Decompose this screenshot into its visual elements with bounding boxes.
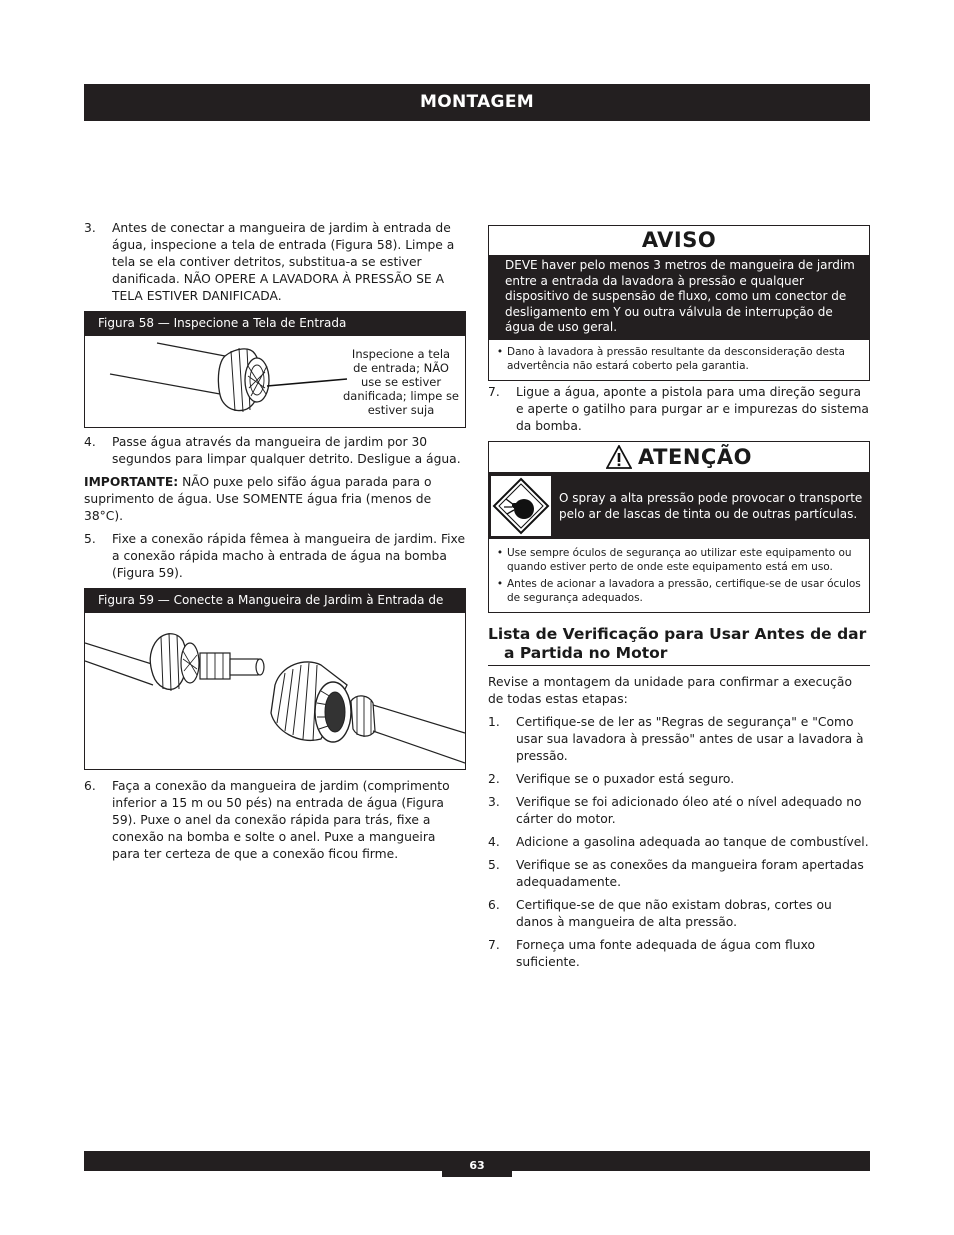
checklist-item-6 [488,897,870,931]
aviso-box [488,225,870,381]
step-7 [488,384,870,435]
atencao-title: ATENÇÃO [638,444,752,469]
bullet-icon: • [496,546,504,559]
step-number: 6. [488,897,500,912]
bullet-text: Dano à lavadora à pressão resultante da desconsideração desta advertência não estará coberto pela garantia. [507,345,845,372]
step-text: Verifique se as conexões da mangueira foram apertadas adequadamente. [516,857,864,889]
aviso-body: DEVE haver pelo menos 3 metros de mangueira de jardim entre a entrada da lavadora à pressão e qualquer dispositivo de suspensão de fluxo, como um conector de desligamento em Y ou outra válvula de interrupção de água de uso geral. [489,256,869,340]
important-text: NÃO puxe pelo sifão água parada para o suprimento de água. Use SOMENTE água fria (menos de 38°C). [84,475,432,523]
bullet-text: Use sempre óculos de segurança ao utilizar este equipamento ou quando estiver perto de onde este equipamento está em uso. [507,546,852,573]
figure-59-title: Figura 59 — Conecte a Mangueira de Jardim à Entrada de [84,588,466,613]
left-column [84,220,466,869]
important-note [84,474,466,525]
right-column [488,225,870,977]
figure-58-caption: Inspecione a tela de entrada; NÃO use se estiver danificada; limpe se estiver suja [343,347,460,417]
atencao-text: O spray a alta pressão pode provocar o transporte pelo ar de lascas de tinta ou de outras partículas. [559,490,863,521]
step-text: Adicione a gasolina adequada ao tanque de combustível. [516,834,869,849]
step-text: Fixe a conexão rápida fêmea à mangueira de jardim. Fixe a conexão rápida macho à entrada de água na bomba (Figura 59). [112,532,466,580]
checklist-item-4 [488,834,870,851]
step-number: 4. [488,834,500,849]
step-5 [84,531,466,582]
checklist-item-7 [488,937,870,971]
bullet-text: Antes de acionar a lavadora a pressão, certifique-se de usar óculos de segurança adequados. [507,577,861,604]
aviso-bullets [489,340,869,380]
step-text: Certifique-se de ler as "Regras de segurança" e "Como usar sua lavadora à pressão" antes de usar a lavadora à pressão. [516,714,864,763]
step-number: 4. [84,435,96,449]
step-number: 3. [488,794,500,809]
step-4 [84,434,466,468]
step-number: 3. [84,221,96,235]
checklist-item-1 [488,714,870,765]
checklist-title-line1: Lista de Verificação para Usar Antes de dar [488,624,867,643]
warning-triangle-icon [606,445,632,469]
important-label: IMPORTANTE: [84,475,179,489]
aviso-title: AVISO [489,226,869,256]
step-number: 1. [488,714,500,729]
step-text: Ligue a água, aponte a pistola para uma direção segura e aperte o gatilho para purgar ar e impurezas do sistema da bomba. [516,384,869,433]
checklist-title [488,625,870,666]
checklist-item-5 [488,857,870,891]
flying-debris-icon [491,476,551,536]
step-text: Verifique se o puxador está seguro. [516,771,735,786]
step-text: Verifique se foi adicionado óleo até o nível adequado no cárter do motor. [516,794,862,826]
figure-58 [84,336,466,428]
list-item [493,577,863,605]
hose-connection-illustration [85,613,465,769]
bullet-icon: • [496,577,504,590]
bullet-icon: • [496,345,504,358]
atencao-box [488,441,870,613]
atencao-bullets [489,539,869,612]
step-number: 5. [84,532,96,546]
step-number: 6. [84,779,96,793]
checklist-item-3 [488,794,870,828]
list-item [493,345,863,373]
step-text: Faça a conexão da mangueira de jardim (comprimento inferior a 15 m ou 50 pés) na entrada de água (Figura 59). Puxe o anel da conexão rápida para trás, fixe a conexão na bomba e solte o anel. Puxe a mangueira para ter certeza de que a conexão ficou firme. [112,779,450,861]
figure-59 [84,613,466,770]
step-3 [84,220,466,305]
checklist-item-2 [488,771,870,788]
atencao-body [489,473,869,539]
checklist-title-line2: a Partida no Motor [504,643,668,662]
step-text: Antes de conectar a mangueira de jardim à entrada de água, inspecione a tela de entrada (Figura 58). Limpe a tela se ela contiver detritos, substitua-a se estiver danificada. NÃO OPERE A LAVADORA À PRESSÃO SE A TELA ESTIVER DANIFICADA. [112,221,455,303]
step-text: Passe água através da mangueira de jardim por 30 segundos para limpar qualquer detrito. Desligue a água. [112,435,461,466]
step-number: 5. [488,857,500,872]
step-number: 2. [488,771,500,786]
step-number: 7. [488,384,500,399]
step-text: Forneça uma fonte adequada de água com fluxo suficiente. [516,937,816,969]
step-text: Certifique-se de que não existam dobras, cortes ou danos à mangueira de alta pressão. [516,897,832,929]
checklist-intro: Revise a montagem da unidade para confirmar a execução de todas estas etapas: [488,674,852,706]
figure-58-title: Figura 58 — Inspecione a Tela de Entrada [84,311,466,336]
atencao-title-row [489,442,869,473]
section-header [84,84,870,121]
page-number: 63 [442,1151,512,1177]
step-6 [84,778,466,863]
list-item [493,546,863,574]
step-number: 7. [488,937,500,952]
section-title: MONTAGEM [420,92,534,112]
